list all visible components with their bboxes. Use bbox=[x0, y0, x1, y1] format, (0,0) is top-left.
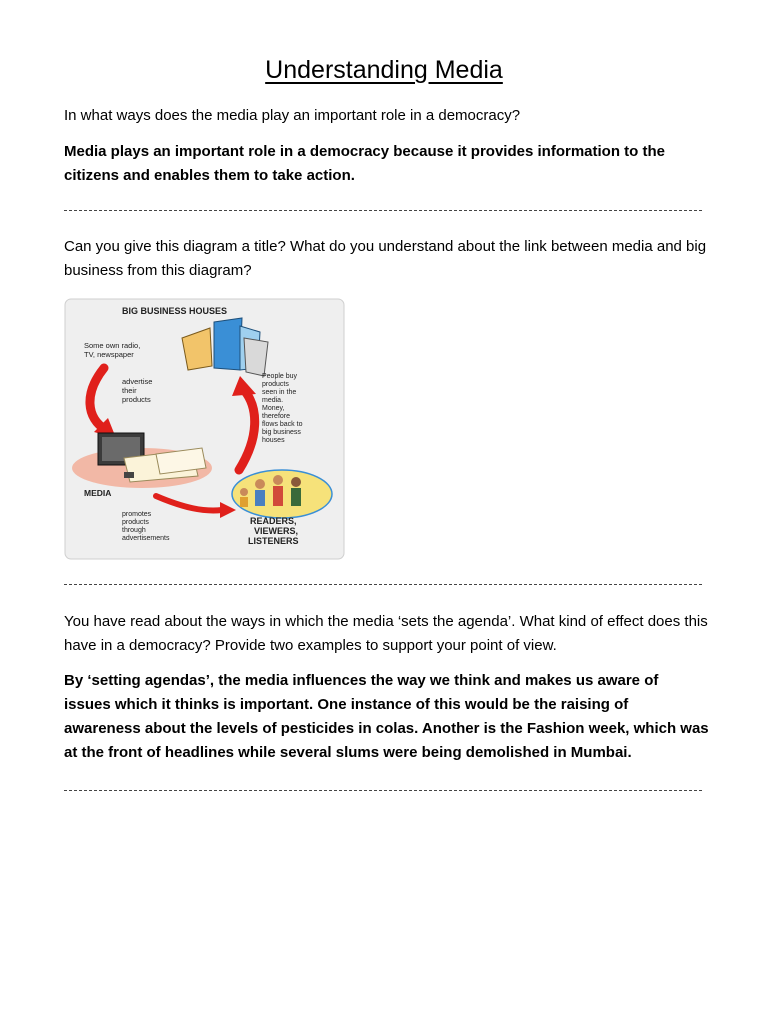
page-title: Understanding Media bbox=[265, 56, 503, 84]
media-label: MEDIA bbox=[84, 488, 112, 498]
diagram-graphic bbox=[64, 298, 345, 560]
buy-label-9: houses bbox=[262, 437, 285, 444]
own-label-1: Some own radio, bbox=[84, 341, 141, 350]
own-label-2: TV, newspaper bbox=[84, 350, 134, 359]
promo-label-2: products bbox=[122, 519, 149, 526]
heading-label: BIG BUSINESS HOUSES bbox=[122, 306, 228, 316]
listeners-label: LISTENERS bbox=[248, 536, 299, 546]
answer-1: Media plays an important role in a democracy because it provides information to the citizens and enables them to take action. bbox=[64, 143, 665, 184]
answer-3: By ‘setting agendas’, the media influences the way we think and makes us aware of issues which it thinks is important. One instance of this would be the raising of awareness about the levels of pesticides in colas. Another is the Fashion week, which was at the front of headlines while several slums were being demolished in Mumbai. bbox=[64, 672, 709, 761]
promo-label-1: promotes bbox=[122, 511, 152, 518]
buy-label-5: Money, bbox=[262, 405, 285, 412]
buy-label-6: therefore bbox=[262, 413, 291, 420]
viewers-label: VIEWERS, bbox=[254, 526, 299, 536]
buy-label-4: media. bbox=[262, 397, 284, 404]
readers-label: READERS, bbox=[250, 516, 297, 526]
adv-label-3: products bbox=[122, 395, 151, 404]
buy-label-2: products bbox=[262, 381, 289, 388]
buy-label-1: People buy bbox=[262, 373, 298, 380]
buy-label-3: seen in the bbox=[262, 389, 297, 396]
question-1: In what ways does the media play an important role in a democracy? bbox=[64, 107, 521, 124]
buy-label-8: big business bbox=[262, 429, 301, 436]
media-business-diagram bbox=[64, 298, 345, 560]
buy-label-7: flows back to bbox=[262, 421, 303, 428]
question-3: You have read about the ways in which the media ‘sets the agenda’. What kind of effect does this have in a democracy? Provide two examples to support your point of view. bbox=[64, 613, 708, 654]
divider bbox=[64, 790, 702, 791]
adv-label-2: their bbox=[122, 386, 137, 395]
audience-icon bbox=[232, 470, 332, 518]
question-2: Can you give this diagram a title? What do you understand about the link between media and big business from this diagram? bbox=[64, 238, 707, 279]
adv-label-1: advertise bbox=[122, 377, 153, 386]
promo-label-3: through bbox=[122, 527, 146, 534]
divider bbox=[64, 584, 702, 585]
promo-label-4: advertisements bbox=[122, 535, 170, 542]
divider bbox=[64, 210, 702, 211]
